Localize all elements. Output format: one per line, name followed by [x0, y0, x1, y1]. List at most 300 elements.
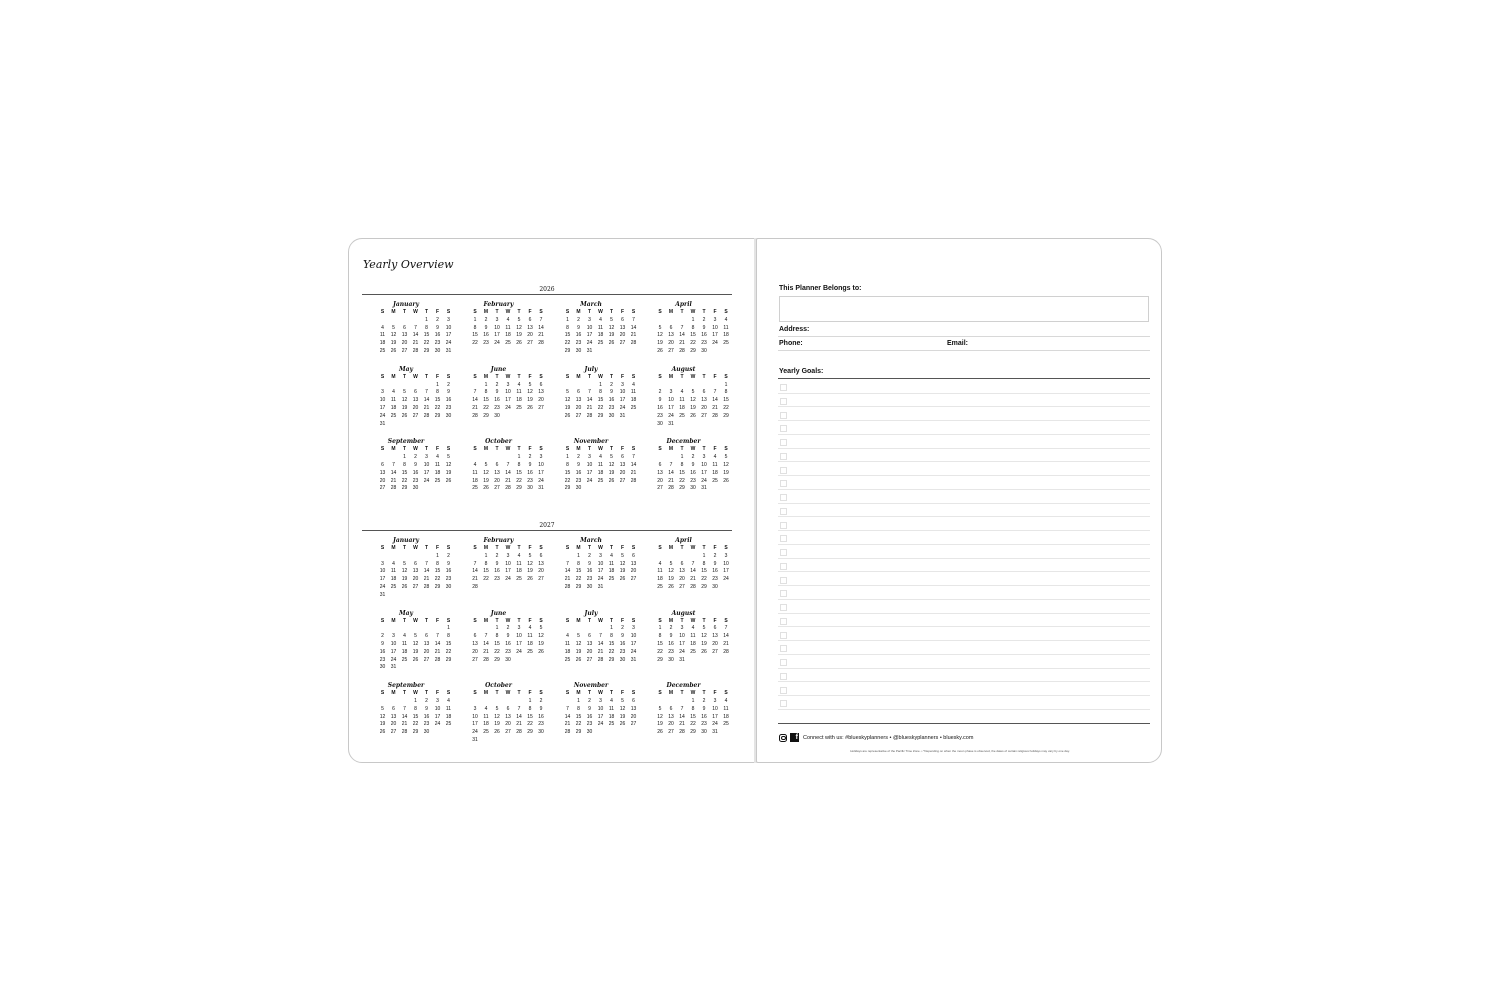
day-cell: 17	[586, 469, 593, 476]
empty-cell	[655, 317, 666, 325]
weekday-label: S	[724, 373, 728, 380]
day-cell: 5	[392, 324, 395, 331]
goal-row[interactable]	[778, 518, 1150, 532]
day-cell: 26	[401, 412, 408, 419]
weekday-label: S	[539, 446, 543, 453]
month-may	[363, 365, 452, 429]
day-cell: 28	[423, 583, 430, 590]
weekday-label: S	[380, 373, 385, 380]
day-grid	[470, 446, 542, 493]
goal-checkbox[interactable]	[780, 494, 787, 501]
weekday-label: T	[517, 309, 521, 315]
day-grid	[655, 545, 727, 592]
month-november	[548, 682, 637, 745]
day-grid	[377, 690, 452, 737]
day-cell: 4	[599, 316, 602, 323]
day-cell: 26	[379, 729, 386, 736]
day-cell: 12	[401, 397, 408, 404]
weekday-label: S	[724, 309, 728, 315]
instagram-icon	[779, 734, 787, 742]
weekday-label: F	[435, 446, 440, 453]
day-cell: 25	[564, 656, 571, 663]
weekday-label: W	[505, 309, 511, 315]
goal-checkbox[interactable]	[780, 398, 787, 405]
empty-cell	[377, 382, 388, 390]
day-cell: 6	[403, 324, 406, 331]
empty-cell	[699, 382, 710, 390]
day-cell: 9	[588, 705, 591, 712]
goal-row[interactable]	[778, 394, 1150, 408]
day-cell: 30	[434, 347, 441, 354]
weekday-label: T	[495, 690, 499, 697]
day-cell: 26	[527, 404, 533, 411]
goal-checkbox[interactable]	[780, 412, 787, 419]
weekday-label: F	[620, 446, 625, 453]
weekday-label: M	[668, 617, 674, 624]
day-cell: 14	[712, 397, 718, 404]
day-cell: 9	[528, 461, 532, 468]
day-cell: 23	[575, 340, 582, 347]
weekday-label: T	[402, 545, 407, 551]
weekday-label: S	[380, 545, 385, 551]
month-name: December	[666, 682, 701, 690]
day-cell: 30	[608, 412, 615, 419]
empty-cell	[410, 553, 421, 561]
day-cell: 24	[668, 412, 674, 419]
day-cell: 16	[668, 640, 674, 647]
weekday-label: S	[446, 545, 451, 551]
day-cell: 28	[586, 412, 593, 419]
weekday-label: S	[565, 309, 570, 315]
day-cell: 13	[619, 324, 626, 331]
day-cell: 31	[538, 485, 544, 492]
weekday-label: T	[702, 373, 706, 380]
goal-checkbox[interactable]	[780, 480, 787, 487]
goal-checkbox[interactable]	[780, 618, 787, 625]
month-october	[456, 438, 542, 493]
weekday-label: T	[702, 309, 706, 315]
month-name: March	[580, 537, 602, 544]
day-cell: 16	[412, 469, 419, 476]
day-cell: 23	[657, 412, 663, 419]
day-cell: 25	[516, 404, 522, 411]
day-cell: 19	[657, 340, 663, 347]
weekday-label: M	[576, 690, 581, 697]
day-cell: 9	[577, 461, 580, 468]
day-cell: 2	[381, 633, 384, 640]
goal-checkbox[interactable]	[780, 467, 787, 474]
weekday-label: T	[495, 309, 499, 315]
day-cell: 13	[390, 713, 397, 720]
day-cell: 1	[691, 316, 695, 323]
goal-checkbox[interactable]	[780, 604, 787, 611]
day-cell: 26	[527, 576, 533, 583]
weekday-label: T	[517, 690, 521, 697]
day-cell: 11	[445, 705, 452, 712]
day-cell: 10	[538, 461, 544, 468]
day-cell: 16	[619, 640, 626, 647]
day-cell: 23	[423, 721, 430, 728]
goal-row[interactable]	[778, 600, 1150, 614]
day-cell: 22	[690, 340, 696, 347]
goal-row[interactable]	[778, 449, 1150, 463]
day-cell: 5	[539, 625, 543, 632]
day-cell: 13	[701, 397, 707, 404]
day-cell: 19	[379, 721, 386, 728]
month-september	[363, 438, 452, 493]
day-cell: 1	[702, 552, 706, 559]
month-name: October	[485, 682, 512, 690]
day-cell: 14	[516, 713, 522, 720]
day-grid	[655, 374, 727, 429]
weekday-label: T	[424, 309, 429, 315]
day-cell: 20	[505, 721, 511, 728]
day-cell: 25	[472, 485, 478, 492]
goal-row[interactable]	[778, 545, 1150, 559]
month-name: January	[393, 537, 419, 544]
weekday-label: S	[539, 617, 543, 624]
weekday-label: T	[702, 545, 706, 551]
day-cell: 1	[577, 552, 580, 559]
day-cell: 17	[723, 568, 729, 575]
month-january	[363, 301, 452, 356]
day-cell: 11	[472, 469, 478, 476]
weekday-label: T	[517, 446, 521, 453]
day-cell: 31	[379, 420, 386, 427]
day-cell: 1	[403, 454, 406, 461]
day-cell: 28	[483, 656, 489, 663]
day-cell: 9	[495, 389, 499, 396]
day-cell: 3	[517, 625, 521, 632]
goal-row[interactable]	[778, 696, 1150, 710]
day-cell: 11	[527, 633, 533, 640]
goal-row[interactable]	[778, 421, 1150, 435]
day-cell: 23	[668, 648, 674, 655]
day-cell: 13	[472, 640, 478, 647]
weekday-label: T	[680, 545, 684, 551]
weekday-label: F	[435, 309, 440, 315]
empty-cell	[377, 317, 388, 325]
day-cell: 19	[527, 397, 533, 404]
day-cell: 14	[679, 713, 685, 720]
day-cell: 30	[575, 485, 582, 492]
day-cell: 19	[668, 576, 674, 583]
month-name: November	[573, 682, 609, 690]
day-cell: 7	[632, 316, 635, 323]
day-cell: 14	[630, 324, 637, 331]
goal-row[interactable]	[778, 573, 1150, 587]
empty-cell	[562, 698, 573, 706]
day-cell: 27	[630, 576, 637, 583]
goal-row[interactable]	[778, 463, 1150, 477]
empty-cell	[677, 553, 688, 561]
day-grid	[377, 373, 452, 429]
day-cell: 7	[473, 389, 477, 396]
day-grid	[562, 373, 637, 421]
goal-checkbox[interactable]	[780, 632, 787, 639]
day-cell: 20	[401, 340, 408, 347]
goal-row[interactable]	[778, 408, 1150, 422]
day-cell: 27	[379, 485, 386, 492]
day-cell: 29	[401, 485, 408, 492]
day-cell: 12	[379, 713, 386, 720]
day-cell: 31	[379, 591, 386, 598]
empty-cell	[410, 317, 421, 325]
goal-checkbox[interactable]	[780, 439, 787, 446]
empty-cell	[655, 382, 666, 390]
weekday-label: F	[620, 690, 625, 697]
day-cell: 15	[657, 640, 663, 647]
day-cell: 2	[702, 697, 706, 704]
empty-cell	[481, 698, 492, 706]
weekday-label: S	[631, 446, 636, 453]
goal-row[interactable]	[778, 586, 1150, 600]
goal-row[interactable]	[778, 504, 1150, 518]
day-cell: 24	[723, 576, 729, 583]
day-cell: 27	[505, 729, 511, 736]
goal-checkbox[interactable]	[780, 687, 787, 694]
weekday-label: F	[713, 617, 717, 624]
day-cell: 9	[691, 461, 695, 468]
day-cell: 4	[528, 625, 532, 632]
day-cell: 20	[412, 576, 419, 583]
empty-cell	[388, 382, 399, 390]
day-cell: 7	[680, 705, 684, 712]
day-cell: 15	[516, 469, 522, 476]
goal-checkbox[interactable]	[780, 563, 787, 570]
day-cell: 18	[723, 713, 729, 720]
day-cell: 4	[392, 389, 395, 396]
day-cell: 2	[691, 454, 695, 461]
day-cell: 27	[668, 347, 674, 354]
day-cell: 27	[586, 656, 593, 663]
empty-cell	[388, 553, 399, 561]
day-cell: 1	[414, 697, 417, 704]
day-cell: 30	[586, 583, 593, 590]
day-cell: 11	[723, 705, 729, 712]
day-cell: 2	[447, 381, 450, 388]
day-cell: 13	[379, 469, 386, 476]
day-cell: 11	[679, 397, 685, 404]
goal-row[interactable]	[778, 380, 1150, 394]
day-cell: 5	[610, 454, 613, 461]
day-cell: 19	[564, 404, 571, 411]
day-cell: 14	[472, 397, 478, 404]
day-cell: 4	[610, 552, 613, 559]
day-cell: 1	[610, 625, 613, 632]
day-cell: 28	[564, 583, 571, 590]
day-cell: 16	[494, 568, 500, 575]
day-cell: 31	[679, 656, 685, 663]
day-cell: 28	[679, 729, 685, 736]
day-cell: 29	[597, 412, 604, 419]
day-cell: 17	[434, 713, 441, 720]
weekday-label: W	[598, 617, 603, 624]
day-cell: 24	[505, 576, 511, 583]
day-cell: 25	[445, 721, 452, 728]
day-cell: 9	[381, 640, 384, 647]
weekday-label: F	[435, 617, 440, 624]
day-cell: 9	[577, 324, 580, 331]
day-cell: 20	[657, 477, 663, 484]
day-cell: 24	[679, 648, 685, 655]
day-cell: 8	[566, 461, 569, 468]
day-cell: 14	[434, 640, 441, 647]
day-cell: 24	[586, 477, 593, 484]
day-cell: 7	[724, 625, 728, 632]
right-page	[756, 238, 1162, 763]
month-grid	[363, 537, 733, 745]
weekday-label: W	[413, 545, 418, 551]
goal-row[interactable]	[778, 655, 1150, 669]
goal-checkbox[interactable]	[780, 645, 787, 652]
day-cell: 12	[483, 469, 489, 476]
weekday-label: M	[668, 690, 674, 697]
day-cell: 13	[505, 713, 511, 720]
day-cell: 25	[597, 477, 604, 484]
goal-row[interactable]	[778, 476, 1150, 490]
day-cell: 9	[702, 324, 706, 331]
day-grid	[470, 374, 542, 421]
goal-checkbox[interactable]	[780, 535, 787, 542]
day-cell: 17	[538, 469, 544, 476]
weekday-label: S	[380, 690, 385, 697]
day-cell: 2	[658, 389, 662, 396]
day-cell: 20	[619, 332, 626, 339]
day-cell: 15	[412, 713, 419, 720]
day-cell: 17	[712, 332, 718, 339]
goal-checkbox[interactable]	[780, 673, 787, 680]
day-cell: 7	[392, 461, 395, 468]
month-name: November	[573, 438, 609, 446]
goal-checkbox[interactable]	[780, 659, 787, 666]
day-cell: 19	[401, 576, 408, 583]
day-cell: 2	[484, 316, 488, 323]
day-cell: 29	[690, 347, 696, 354]
empty-cell	[377, 553, 388, 561]
day-cell: 14	[390, 469, 397, 476]
goal-row[interactable]	[778, 559, 1150, 573]
day-cell: 17	[445, 332, 452, 339]
goal-row[interactable]	[778, 435, 1150, 449]
day-cell: 25	[630, 404, 637, 411]
owner-name-field[interactable]	[779, 296, 1149, 322]
day-cell: 4	[658, 560, 662, 567]
day-cell: 6	[658, 461, 662, 468]
goal-checkbox[interactable]	[780, 522, 787, 529]
weekday-label: M	[391, 690, 396, 697]
day-cell: 19	[494, 721, 500, 728]
day-cell: 23	[445, 404, 452, 411]
day-cell: 23	[608, 404, 615, 411]
day-cell: 2	[539, 697, 543, 704]
goal-row[interactable]	[778, 490, 1150, 504]
day-cell: 18	[679, 404, 685, 411]
day-cell: 3	[425, 454, 428, 461]
day-cell: 10	[379, 397, 386, 404]
day-cell: 8	[484, 560, 488, 567]
day-cell: 6	[528, 316, 532, 323]
day-cell: 4	[724, 697, 728, 704]
weekday-label: S	[658, 690, 662, 697]
day-cell: 31	[472, 736, 478, 743]
day-cell: 3	[381, 389, 384, 396]
goal-checkbox[interactable]	[780, 425, 787, 432]
goal-row[interactable]	[778, 669, 1150, 683]
day-cell: 26	[668, 583, 674, 590]
day-cell: 4	[713, 454, 717, 461]
address-label: Address:	[779, 326, 810, 333]
goal-checkbox[interactable]	[780, 508, 787, 515]
goal-checkbox[interactable]	[780, 549, 787, 556]
day-cell: 25	[390, 412, 397, 419]
planner-spread	[348, 238, 1162, 765]
day-cell: 10	[679, 633, 685, 640]
day-cell: 9	[621, 633, 624, 640]
day-cell: 16	[575, 332, 582, 339]
day-cell: 24	[505, 404, 511, 411]
day-cell: 30	[701, 347, 707, 354]
day-cell: 26	[608, 340, 615, 347]
weekday-label: T	[587, 690, 592, 697]
goal-checkbox[interactable]	[780, 384, 787, 391]
day-cell: 12	[619, 705, 626, 712]
weekday-label: T	[587, 446, 592, 453]
day-cell: 25	[723, 721, 729, 728]
day-cell: 16	[608, 397, 615, 404]
day-cell: 18	[390, 404, 397, 411]
empty-cell	[388, 625, 399, 633]
day-cell: 3	[495, 316, 499, 323]
day-cell: 8	[691, 705, 695, 712]
goal-checkbox[interactable]	[780, 700, 787, 707]
goal-row[interactable]	[778, 614, 1150, 628]
month-february	[456, 301, 542, 356]
day-cell: 31	[586, 347, 593, 354]
day-cell: 2	[588, 552, 591, 559]
day-cell: 7	[680, 324, 684, 331]
day-cell: 17	[379, 576, 386, 583]
weekday-label: F	[620, 373, 625, 380]
day-grid	[655, 446, 727, 493]
goal-checkbox[interactable]	[780, 590, 787, 597]
day-cell: 24	[538, 477, 544, 484]
day-cell: 7	[713, 389, 717, 396]
day-cell: 15	[723, 397, 729, 404]
day-cell: 9	[484, 324, 488, 331]
goal-row[interactable]	[778, 683, 1150, 697]
goal-row[interactable]	[778, 628, 1150, 642]
day-cell: 20	[379, 477, 386, 484]
empty-cell	[514, 698, 525, 706]
goal-checkbox[interactable]	[780, 453, 787, 460]
day-cell: 6	[539, 381, 543, 388]
weekday-label: W	[413, 690, 418, 697]
day-cell: 11	[505, 324, 511, 331]
day-cell: 21	[723, 640, 729, 647]
day-cell: 7	[403, 705, 406, 712]
day-cell: 9	[436, 324, 439, 331]
weekday-label: M	[668, 446, 674, 453]
goal-row[interactable]	[778, 641, 1150, 655]
weekday-label: S	[724, 446, 728, 453]
day-cell: 28	[690, 583, 696, 590]
day-cell: 8	[702, 560, 706, 567]
goal-checkbox[interactable]	[780, 577, 787, 584]
day-cell: 23	[379, 656, 386, 663]
day-cell: 4	[680, 389, 684, 396]
goal-row[interactable]	[778, 531, 1150, 545]
